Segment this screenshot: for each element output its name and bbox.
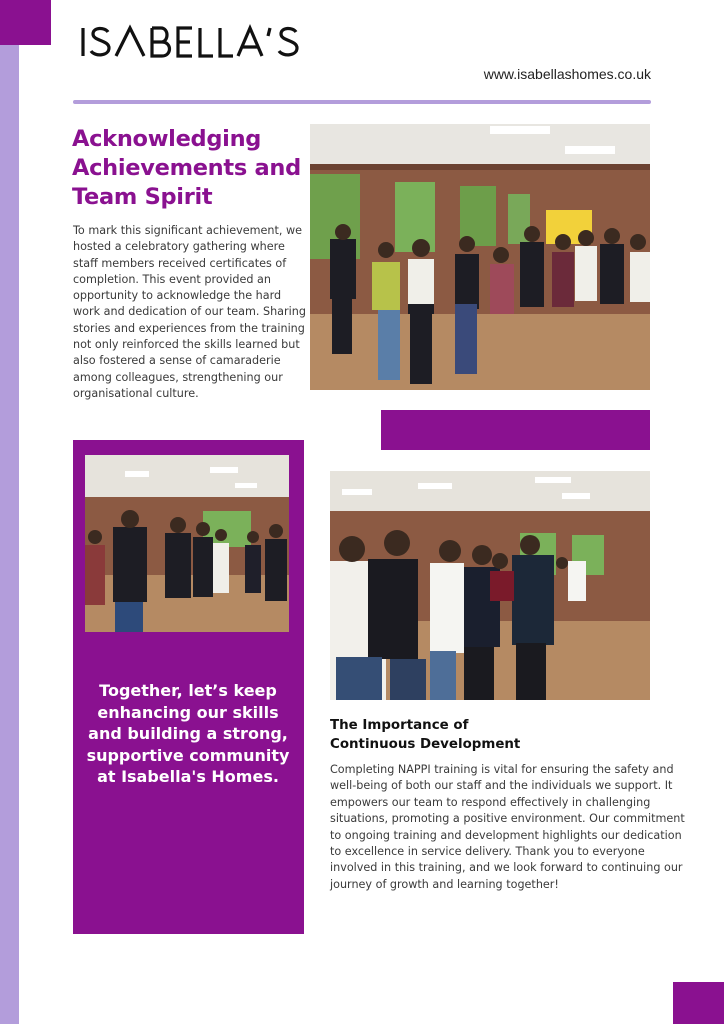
heading-line-2: Continuous Development — [330, 737, 521, 752]
isabellas-logo — [80, 22, 302, 62]
section-heading-achievements: Acknowledging Achievements and Team Spirit — [72, 126, 301, 210]
photo-pairs-practice — [85, 455, 289, 632]
photo-staff-line-exercise — [330, 471, 650, 700]
purple-accent-bar — [381, 410, 650, 450]
top-left-corner-block — [0, 0, 51, 45]
logo-wordmark — [80, 22, 302, 62]
left-decorative-stripe — [0, 0, 19, 1024]
section-body-development: Completing NAPPI training is vital for ensuring the safety and well-being of both our staff and the individuals we support. It empowers our team to respond effectively in challenging situations, promoting a positive environment. Our commitment to ongoing training and development highlights our dedication to excellence in service delivery. Thank you to everyone involved in this training, and we look forward to continuing our journey of growth and learning together! — [330, 763, 685, 891]
section-heading-development — [330, 716, 630, 754]
heading-line-1: The Importance of — [330, 718, 469, 733]
photo-group-training-hall — [310, 124, 650, 390]
quote-text: Together, let’s keep enhancing our skills and building a strong, supportive community at Isabella's Homes. — [86, 681, 290, 786]
website-url[interactable]: www.isabellashomes.co.uk — [483, 66, 651, 82]
bottom-right-corner-block — [673, 982, 724, 1024]
header-divider — [73, 100, 651, 104]
section-body-achievements: To mark this significant achievement, we hosted a celebratory gathering where staff members received certificates of completion. This event provided an opportunity to acknowledge the hard work and dedication of our team. Sharing stories and experiences from the training not only reinforced the skills learned but also fostered a sense of camaraderie among colleagues, strengthening our organisational culture. — [73, 224, 306, 400]
